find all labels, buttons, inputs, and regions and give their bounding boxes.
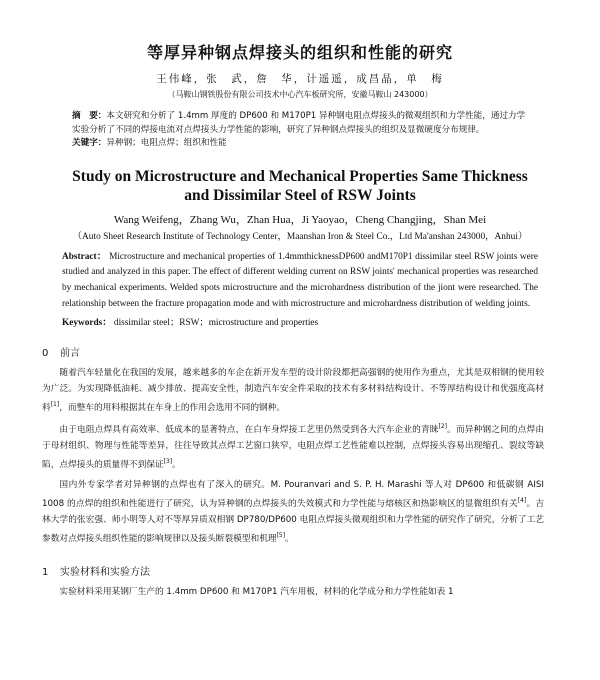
english-authors: Wang Weifeng，Zhang Wu，Zhan Hua，Ji Yaoyao，Cheng Changjing，Shan Mei xyxy=(113,213,487,226)
english-abstract xyxy=(62,250,538,313)
english-abstract-label: Abstract： xyxy=(62,251,107,262)
chinese-affiliation: （马鞍山钢铁股份有限公司技术中心汽车板研究所，安徽马鞍山 243000） xyxy=(167,90,433,99)
chinese-authors: 王伟峰，张 武，詹 华，计遥遥，成昌晶，单 梅 xyxy=(156,73,444,85)
chinese-abstract-text: 本文研究和分析了 1.4mm 厚度的 DP600 和 M170P1 异种钢电阻点焊接头的微观组织和力学性能，通过力学实验分析了不同的焊接电流对点焊接头力学性能的影响，研究了异种钢点焊接头的组织及显微硬度分布规律。 xyxy=(72,111,526,135)
english-keywords xyxy=(62,314,538,328)
section-title: 前言 xyxy=(60,347,80,359)
materials-paragraph: 实验材料采用某钢厂生产的 1.4mm DP600 和 M170P1 汽车用板，材料的化学成分和力学性能如表 1 xyxy=(59,587,454,598)
chinese-abstract xyxy=(72,110,532,151)
chinese-abstract-label: 摘 要： xyxy=(72,111,107,121)
intro-paragraph-1: 随着汽车轻量化在我国的发展，越来越多的车企在新开发车型的设计阶段都把高强钢的使用作为重点，尤其是双相钢的使用较为广泛。为实现降低油耗、减少排放、提高安全性，制造汽车安全件采取的技术有多材料结构设计、不等厚结构设计和优强度高材料[1]，而整车的用料根据其在车身上的作用会选用不同的钢种。 xyxy=(42,367,544,413)
chinese-keywords-text: 异种钢；电阻点焊；组织和性能 xyxy=(106,138,227,148)
section-number: 1 xyxy=(42,567,49,579)
section-title: 实验材料和实验方法 xyxy=(60,567,150,579)
english-keywords-label: Keywords： xyxy=(62,317,112,328)
english-title: Study on Microstructure and Mechanical Properties Same Thickness and Dissimilar Steel of RSW Joints xyxy=(72,167,528,204)
english-abstract-text: Microstructure and mechanical properties of 1.4mmthicknessDP600 andM170P1 dissimilar steel RSW joints were studied and analyzed in this paper. The effect of different welding current on RSW joints' mechanical properties was researched by mechanical experiments. Welded spots microstructure and the microhardness distribution of the jiont were researched. The relationship between the fracture propagation mode and with microstructure and microhardness distribution of welding joints. xyxy=(62,251,538,309)
chinese-keywords xyxy=(72,137,532,151)
intro-paragraph-2: 由于电阻点焊具有高效率、低成本的显著特点，在白车身焊接工艺里仍然受到各大汽车企业的青睐[2]。而异种钢之间的点焊由于母材组织、物理与性能等差异，往往导致其点焊工艺窗口狭窄，电阻点焊工艺性能难以控制，点焊接头容易出现缩孔、裂纹等缺陷，点焊接头的质量得不到保证[3]。 xyxy=(42,423,545,471)
section-number: 0 xyxy=(42,347,49,359)
section-heading-materials xyxy=(42,563,538,578)
chinese-keywords-label: 关键字： xyxy=(72,138,107,148)
english-keywords-text: dissimilar steel；RSW；microstructure and properties xyxy=(113,317,319,328)
section-heading-introduction xyxy=(42,344,538,359)
intro-paragraph-3: 国内外专家学者对异种钢的点焊也有了深入的研究。M. Pouranvari and S. P. H. Marashi 等人对 DP600 和低碳钢 AISI 1008 的点焊的组织和性能进行了研究，认为异种钢的点焊接头的失效模式和力学性能与熔核区和热影响区的显微组织有关[4]。吉林大学的张宏强、师小明等人对不等厚异质双相钢 DP780/DP600 电阻点焊接头微观组织和力学性能的研究作了研究，分析了工艺参数对点焊接头组织性能的影响规律以及接头断裂模型和机理[5]。 xyxy=(42,479,545,544)
english-affiliation: （Auto Sheet Research Institute of Technology Center，Maanshan Iron & Steel Co.，Ltd Ma'anshan 243000，Anhui） xyxy=(72,231,528,242)
chinese-title: 等厚异种钢点焊接头的组织和性能的研究 xyxy=(146,43,453,62)
